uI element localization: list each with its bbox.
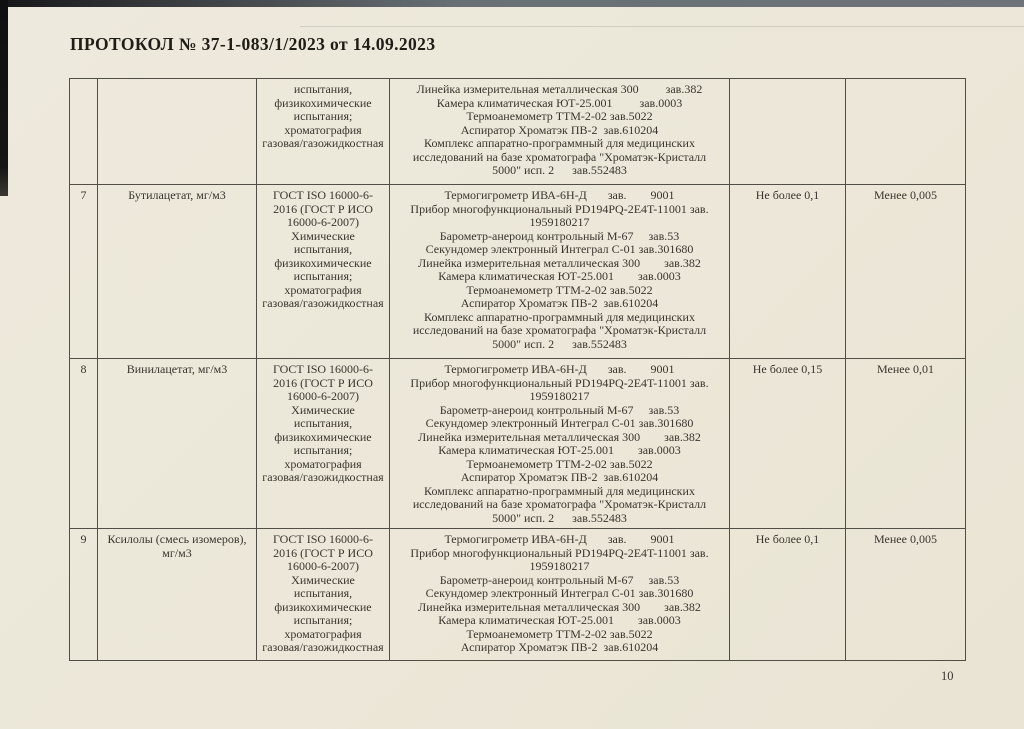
cell-norm — [730, 79, 846, 185]
cell-method: ГОСТ ISO 16000-6- 2016 (ГОСТ Р ИСО 16000-6-2007) Химические испытания, физикохимические испытания; хроматография газовая/газожидкостная — [257, 185, 390, 359]
cell-norm: Не более 0,1 — [730, 185, 846, 359]
cell-equipment: Термогигрометр ИВА-6Н-Д зав. 9001 Прибор многофункциональный PD194PQ-2E4T-11001 зав. 1959180217 Барометр-анероид контрольный М-67 зав.53 Секундомер электронный Интеграл С-01 зав.301680 Линейка измерительная металлическая 300 зав.382 Камера климатическая ЮТ-25.001 зав.0003 Термоанемометр ТТМ-2-02 зав.5022 Аспиратор Хроматэк ПВ-2 зав.610204 Комплекс аппаратно-программный для медицинских исследований на базе хроматографа "Хроматэк-Кристалл 5000" исп. 2 зав.552483 — [390, 359, 730, 529]
scan-edge-left — [0, 0, 8, 196]
table-row — [70, 529, 966, 661]
cell-substance — [98, 79, 257, 185]
cell-method: ГОСТ ISO 16000-6- 2016 (ГОСТ Р ИСО 16000-6-2007) Химические испытания, физикохимические испытания; хроматография газовая/газожидкостная — [257, 529, 390, 661]
cell-substance: Ксилолы (смесь изомеров), мг/м3 — [98, 529, 257, 661]
table-row-continuation — [70, 79, 966, 185]
table-row — [70, 185, 966, 359]
cell-result: Менее 0,01 — [846, 359, 966, 529]
cell-norm: Не более 0,15 — [730, 359, 846, 529]
cell-substance: Бутилацетат, мг/м3 — [98, 185, 257, 359]
cell-num: 7 — [70, 185, 98, 359]
cell-result — [846, 79, 966, 185]
cell-equipment: Термогигрометр ИВА-6Н-Д зав. 9001 Прибор многофункциональный PD194PQ-2E4T-11001 зав. 1959180217 Барометр-анероид контрольный М-67 зав.53 Секундомер электронный Интеграл С-01 зав.301680 Линейка измерительная металлическая 300 зав.382 Камера климатическая ЮТ-25.001 зав.0003 Термоанемометр ТТМ-2-02 зав.5022 Аспиратор Хроматэк ПВ-2 зав.610204 — [390, 529, 730, 661]
results-table — [69, 78, 966, 661]
cell-equipment: Линейка измерительная металлическая 300 зав.382 Камера климатическая ЮТ-25.001 зав.0003 Термоанемометр ТТМ-2-02 зав.5022 Аспиратор Хроматэк ПВ-2 зав.610204 Комплекс аппаратно-программный для медицинских исследований на базе хроматографа "Хроматэк-Кристалл 5000" исп. 2 зав.552483 — [390, 79, 730, 185]
cell-num: 8 — [70, 359, 98, 529]
cell-method: испытания, физикохимические испытания; хроматография газовая/газожидкостная — [257, 79, 390, 185]
cell-num — [70, 79, 98, 185]
cell-result: Менее 0,005 — [846, 185, 966, 359]
scan-crease-line — [300, 26, 1024, 27]
cell-substance: Винилацетат, мг/м3 — [98, 359, 257, 529]
cell-norm: Не более 0,1 — [730, 529, 846, 661]
cell-num: 9 — [70, 529, 98, 661]
cell-equipment: Термогигрометр ИВА-6Н-Д зав. 9001 Прибор многофункциональный PD194PQ-2E4T-11001 зав. 1959180217 Барометр-анероид контрольный М-67 зав.53 Секундомер электронный Интеграл С-01 зав.301680 Линейка измерительная металлическая 300 зав.382 Камера климатическая ЮТ-25.001 зав.0003 Термоанемометр ТТМ-2-02 зав.5022 Аспиратор Хроматэк ПВ-2 зав.610204 Комплекс аппаратно-программный для медицинских исследований на базе хроматографа "Хроматэк-Кристалл 5000" исп. 2 зав.552483 — [390, 185, 730, 359]
cell-method: ГОСТ ISO 16000-6- 2016 (ГОСТ Р ИСО 16000-6-2007) Химические испытания, физикохимические испытания; хроматография газовая/газожидкостная — [257, 359, 390, 529]
table-row — [70, 359, 966, 529]
scan-edge-top — [0, 0, 1024, 7]
cell-result: Менее 0,005 — [846, 529, 966, 661]
protocol-title: ПРОТОКОЛ № 37-1-083/1/2023 от 14.09.2023 — [70, 34, 436, 54]
page-number: 10 — [941, 669, 954, 683]
